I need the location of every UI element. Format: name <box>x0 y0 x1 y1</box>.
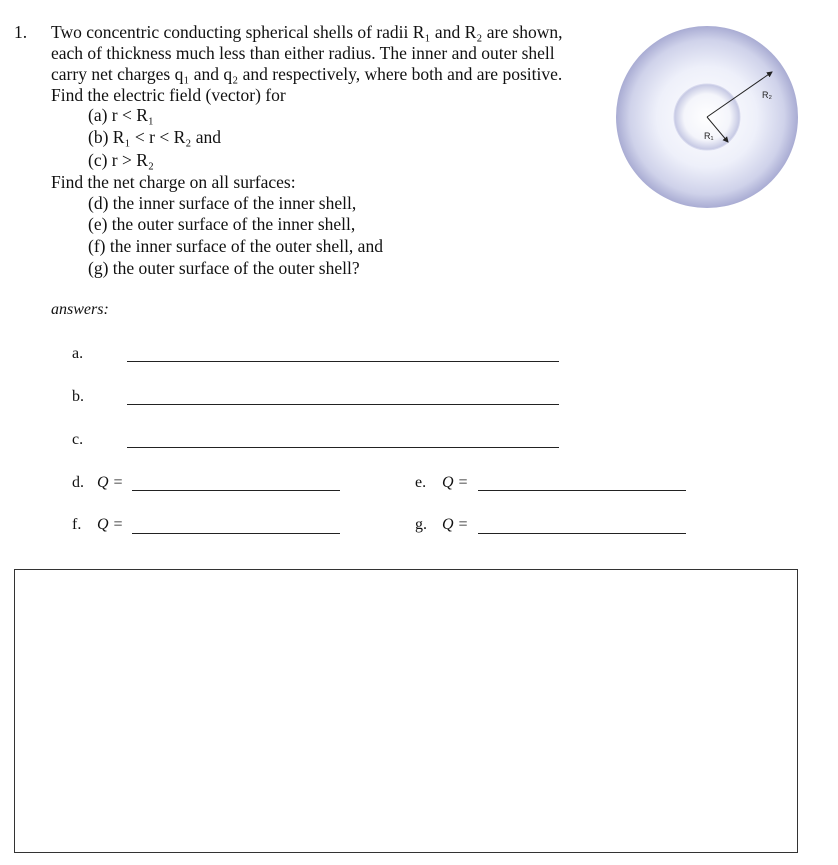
problem-line-4: Find the electric field (vector) for <box>51 85 286 105</box>
answer-blank-f[interactable] <box>132 533 340 534</box>
inner-radius-label: R₁ <box>704 131 714 141</box>
answers-label: answers: <box>51 301 109 318</box>
answer-eq-d-text: Q = <box>97 474 124 491</box>
charge-part-d: (d) the inner surface of the inner shell, <box>88 193 357 213</box>
problem-line-3: carry net charges q₁ and q₂ and respectively, where both and are positive. <box>51 64 563 84</box>
answer-eq-g <box>442 516 468 534</box>
answer-letter-a: a. <box>72 345 84 362</box>
answer-blank-c[interactable] <box>127 447 559 448</box>
answer-letter-c: c. <box>72 431 84 448</box>
answer-blank-g[interactable] <box>478 533 686 534</box>
answer-eq-f-text: Q = <box>97 516 124 533</box>
answer-blank-d[interactable] <box>132 490 340 491</box>
concentric-shells-figure <box>612 22 802 212</box>
work-area-box[interactable] <box>14 569 798 853</box>
answer-eq-f <box>97 516 123 534</box>
answer-eq-e-text: Q = <box>442 474 469 491</box>
answer-eq-d <box>97 474 123 492</box>
answer-letter-b: b. <box>72 388 84 405</box>
field-part-c: (c) r > R₂ <box>88 150 155 170</box>
answer-letter-f: f. <box>72 516 82 533</box>
outer-radius-label: R₂ <box>762 90 772 100</box>
charge-part-g: (g) the outer surface of the outer shell? <box>88 258 360 278</box>
answer-blank-a[interactable] <box>127 361 559 362</box>
question-number: 1. <box>14 22 28 42</box>
charge-part-f: (f) the inner surface of the outer shell, and <box>88 236 383 256</box>
answer-blank-b[interactable] <box>127 404 559 405</box>
answer-letter-e: e. <box>415 474 427 491</box>
answer-blank-e[interactable] <box>478 490 686 491</box>
answer-eq-g-text: Q = <box>442 516 469 533</box>
answer-letter-g: g. <box>415 516 427 533</box>
field-part-b: (b) R₁ < r < R₂ and <box>88 127 222 147</box>
problem-line-1: Two concentric conducting spherical shells of radii R₁ and R₂ are shown, <box>51 22 563 42</box>
problem-line-2: each of thickness much less than either radius. The inner and outer shell <box>51 43 555 63</box>
field-part-a: (a) r < R₁ <box>88 105 155 125</box>
charge-part-e: (e) the outer surface of the inner shell, <box>88 214 356 234</box>
answer-eq-e <box>442 474 468 492</box>
charge-intro: Find the net charge on all surfaces: <box>51 172 296 192</box>
answer-letter-d: d. <box>72 474 84 491</box>
